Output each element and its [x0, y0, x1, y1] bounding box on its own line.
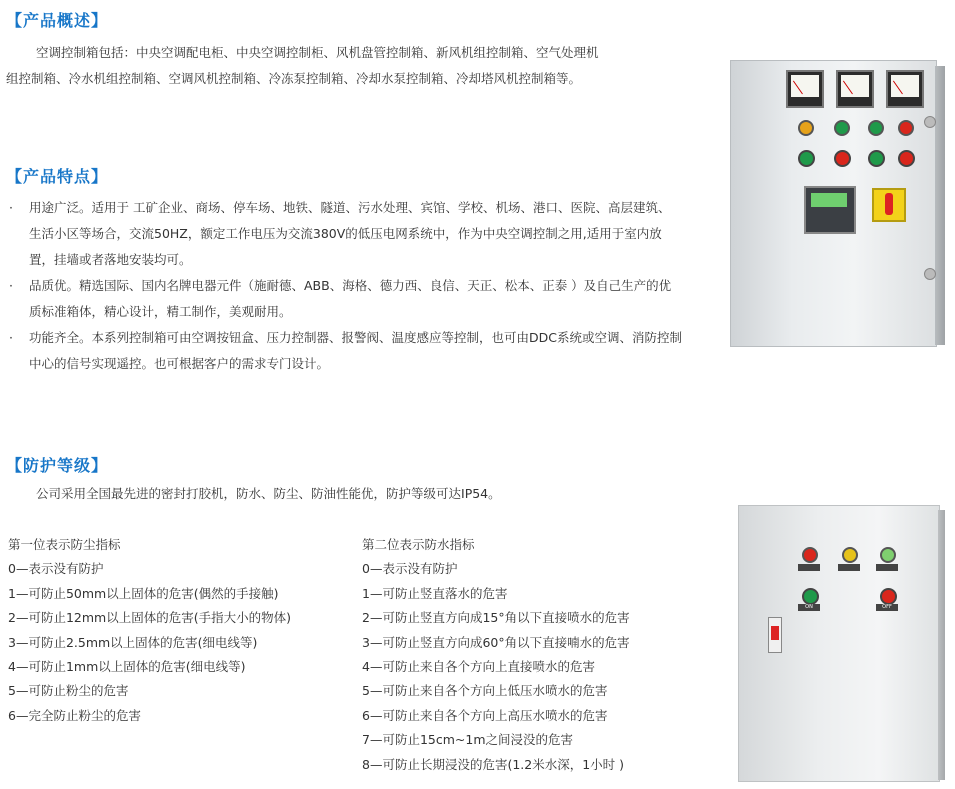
lamp-label — [798, 564, 820, 571]
push-button-icon — [798, 150, 815, 167]
overview-line-2: 组控制箱、冷水机组控制箱、空调风机控制箱、冷冻泵控制箱、冷却水泵控制箱、冷却塔风机控制箱等。 — [6, 71, 582, 86]
bullet-icon: · — [9, 278, 13, 293]
dust-level: 5—可防止粉尘的危害 — [8, 683, 129, 699]
off-label: OFF — [876, 604, 898, 611]
water-level: 1—可防止竖直落水的危害 — [362, 585, 508, 601]
protection-intro: 公司采用全国最先进的密封打胶机，防水、防尘、防油性能优，防护等级可达IP54。 — [36, 486, 501, 501]
water-column — [362, 533, 630, 777]
dust-level: 4—可防止1mm以上固体的危害(细电线等) — [8, 658, 246, 674]
feature-text: 功能齐全。本系列控制箱可由空调按钮盒、压力控制器、报警阀、温度感应等控制，也可由DDC系统或空调、消防控制中心的信号实现遥控。也可根据客户的需求专门设计。 — [29, 330, 682, 371]
on-button-icon — [802, 588, 819, 605]
push-button-icon — [898, 150, 915, 167]
on-label: ON — [798, 604, 820, 611]
meter-icon — [786, 70, 824, 108]
water-level: 3—可防止竖直方向成60°角以下直接喃水的危害 — [362, 634, 630, 650]
box-side — [938, 510, 945, 780]
overview-heading: 【产品概述】 — [6, 11, 109, 30]
dust-title: 第一位表示防尘指标 — [8, 537, 121, 552]
dust-level: 0—表示没有防护 — [8, 561, 104, 577]
feature-item-quality — [6, 273, 682, 325]
water-level: 5—可防止来自各个方向上低压水喷水的危害 — [362, 683, 608, 699]
dust-level: 3—可防止2.5mm以上固体的危害(细电线等) — [8, 634, 258, 650]
control-cabinet-image — [730, 60, 945, 350]
water-level: 2—可防止竖直方向成15°角以下直接喷水的危害 — [362, 610, 630, 626]
overview-line-1: 空调控制箱包括：中央空调配电柜、中央空调控制柜、风机盘管控制箱、新风机组控制箱、空气处理机 — [36, 45, 599, 60]
controller-display-icon — [804, 186, 856, 234]
feature-text: 品质优。精选国际、国内名牌电器元件（施耐德、ABB、海格、德力西、良信、天正、松本、正泰 ）及自己生产的优质标准箱体，精心设计，精工制作，美观耐用。 — [29, 278, 672, 319]
indicator-lamp-icon — [880, 547, 896, 563]
indicator-lamp-icon — [898, 120, 914, 136]
indicator-lamp-icon — [834, 120, 850, 136]
feature-text: 用途广泛。适用于 工矿企业、商场、停车场、地铁、隧道、污水处理、宾馆、学校、机场、港口、医院、高层建筑、生活小区等场合，交流50HZ，额定工作电压为交流380V的低压电网系统中，作为中央空调控制之用,适用于室内放置，挂墙或者落地安装均可。 — [29, 200, 671, 267]
water-level: 7—可防止15cm~1m之间浸没的危害 — [362, 732, 574, 748]
off-button-icon — [880, 588, 897, 605]
indicator-lamp-icon — [798, 120, 814, 136]
water-level: 8—可防止长期浸没的危害(1.2米水深，1小时 ) — [362, 756, 625, 772]
lock-icon — [924, 116, 936, 128]
lamp-label — [838, 564, 860, 571]
meter-icon — [886, 70, 924, 108]
push-button-icon — [834, 150, 851, 167]
meter-icon — [836, 70, 874, 108]
indicator-lamp-icon — [842, 547, 858, 563]
push-button-icon — [868, 150, 885, 167]
cabinet-side — [935, 66, 945, 345]
dust-level: 2—可防止12mm以上固体的危害(手指大小的物体) — [8, 610, 291, 626]
features-heading: 【产品特点】 — [6, 167, 109, 186]
water-title: 第二位表示防水指标 — [362, 537, 475, 552]
indicator-lamp-icon — [802, 547, 818, 563]
protection-heading: 【防护等级】 — [6, 456, 109, 475]
indicator-lamp-icon — [868, 120, 884, 136]
water-level: 0—表示没有防护 — [362, 561, 458, 577]
dust-level: 1—可防止50mm以上固体的危害(偶然的手接触) — [8, 585, 279, 601]
door-handle-icon — [768, 617, 782, 653]
control-box-image — [738, 505, 945, 783]
bullet-icon: · — [9, 330, 13, 345]
dust-level: 6—完全防止粉尘的危害 — [8, 707, 141, 723]
lamp-label — [876, 564, 898, 571]
water-level: 6—可防止来自各个方向上高压水喷水的危害 — [362, 707, 608, 723]
feature-item-function — [6, 325, 682, 377]
feature-item-usage — [6, 195, 682, 273]
water-level: 4—可防止来自各个方向上直接喷水的危害 — [362, 658, 595, 674]
dust-column — [8, 533, 291, 728]
rotary-switch-icon — [872, 188, 906, 222]
bullet-icon: · — [9, 200, 13, 215]
lock-icon — [924, 268, 936, 280]
